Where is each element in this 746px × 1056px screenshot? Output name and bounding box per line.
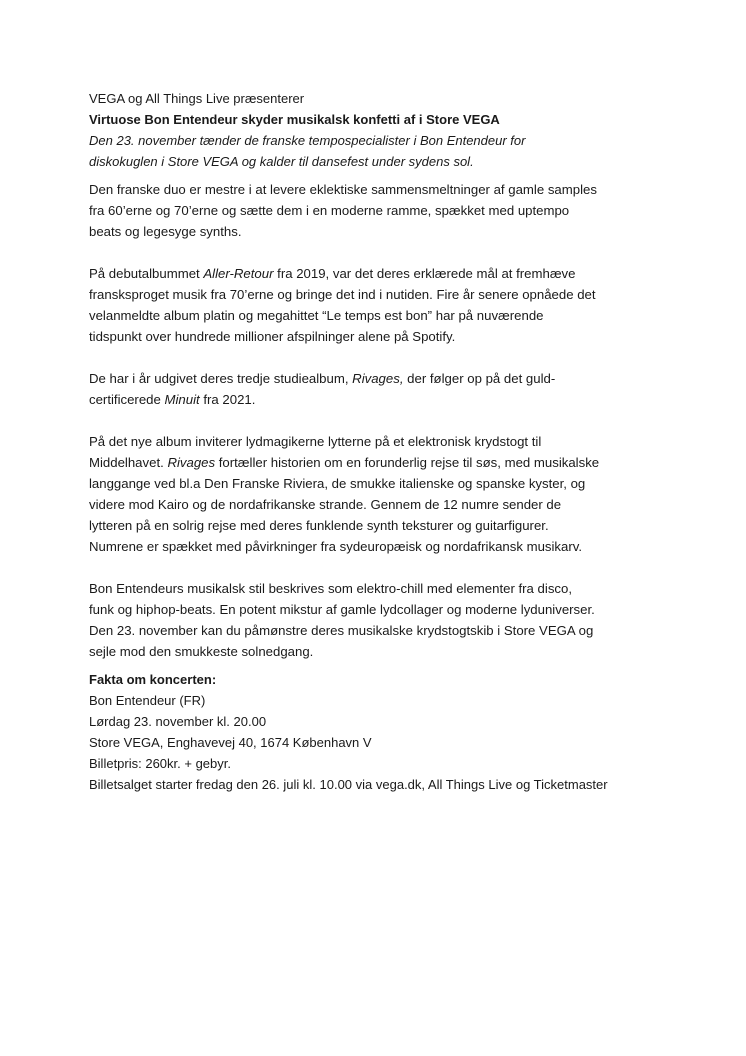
paragraph-2-line: fransksproget musik fra 70’erne og bringe det ind i nutiden. Fire år senere opnåede det [89,287,596,302]
paragraph-5 [89,578,689,662]
facts-item: Billetpris: 260kr. + gebyr. [89,756,231,771]
presenter-line: VEGA og All Things Live præsenterer [89,91,305,106]
header-block [89,88,689,172]
paragraph-4-line [89,452,689,473]
text-span: fra 2019, var det deres erklærede mål at fremhæve [273,266,576,281]
lead-line-2: diskokuglen i Store VEGA og kalder til dansefest under sydens sol. [89,154,474,169]
paragraph-3-line [89,368,689,389]
album-title-minuit: Minuit [164,392,200,407]
facts-heading: Fakta om koncerten: [89,672,217,687]
paragraph-1-line: beats og legesyge synths. [89,224,242,239]
text-span: der følger op på det guld- [403,371,556,386]
paragraph-3-line [89,389,689,410]
headline: Virtuose Bon Entendeur skyder musikalsk konfetti af i Store VEGA [89,112,500,127]
lead-line-1: Den 23. november tænder de franske tempospecialister i Bon Entendeur for [89,133,526,148]
text-span: certificerede [89,392,165,407]
paragraph-5-line: funk og hiphop-beats. En potent mikstur af gamle lydcollager og moderne lyduniverser. [89,602,595,617]
facts-item: Lørdag 23. november kl. 20.00 [89,714,267,729]
paragraph-4-line: langgange ved bl.a Den Franske Riviera, de smukke italienske og spanske kyster, og [89,476,586,491]
paragraph-3 [89,368,689,410]
album-title-aller-retour: Aller-Retour [203,266,274,281]
paragraph-5-line: Bon Entendeurs musikalsk stil beskrives som elektro-chill med elementer fra disco, [89,581,572,596]
paragraph-1 [89,179,689,242]
document-page [89,88,689,795]
facts-item: Bon Entendeur (FR) [89,693,206,708]
paragraph-2-line [89,263,689,284]
text-span: De har i år udgivet deres tredje studiealbum, [89,371,353,386]
text-span: På debutalbummet [89,266,204,281]
paragraph-5-line: sejle mod den smukkeste solnedgang. [89,644,314,659]
facts-item: Store VEGA, Enghavevej 40, 1674 København V [89,735,372,750]
facts-block [89,669,689,795]
paragraph-2-line: velanmeldte album platin og megahittet “Le temps est bon” har på nuværende [89,308,544,323]
facts-item: Billetsalget starter fredag den 26. juli kl. 10.00 via vega.dk, All Things Live og Ticketmaster [89,777,608,792]
paragraph-4 [89,431,689,557]
album-title-rivages: Rivages [167,455,216,470]
paragraph-1-line: fra 60’erne og 70’erne og sætte dem i en moderne ramme, spækket med uptempo [89,203,570,218]
text-span: fortæller historien om en forunderlig rejse til søs, med musikalske [215,455,600,470]
paragraph-1-line: Den franske duo er mestre i at levere eklektiske sammensmeltninger af gamle samples [89,182,597,197]
text-span: fra 2021. [199,392,256,407]
text-span: Middelhavet. [89,455,168,470]
paragraph-2-line: tidspunkt over hundrede millioner afspilninger alene på Spotify. [89,329,456,344]
paragraph-4-line: Numrene er spækket med påvirkninger fra sydeuropæisk og nordafrikansk musikarv. [89,539,583,554]
paragraph-2 [89,263,689,347]
paragraph-4-line: lytteren på en solrig rejse med deres funklende synth teksturer og guitarfigurer. [89,518,549,533]
paragraph-4-line: videre mod Kairo og de nordafrikanske strande. Gennem de 12 numre sender de [89,497,562,512]
album-title-rivages: Rivages, [352,371,404,386]
paragraph-4-line: På det nye album inviterer lydmagikerne lytterne på et elektronisk krydstogt til [89,434,542,449]
paragraph-5-line: Den 23. november kan du påmønstre deres musikalske krydstogtskib i Store VEGA og [89,623,594,638]
